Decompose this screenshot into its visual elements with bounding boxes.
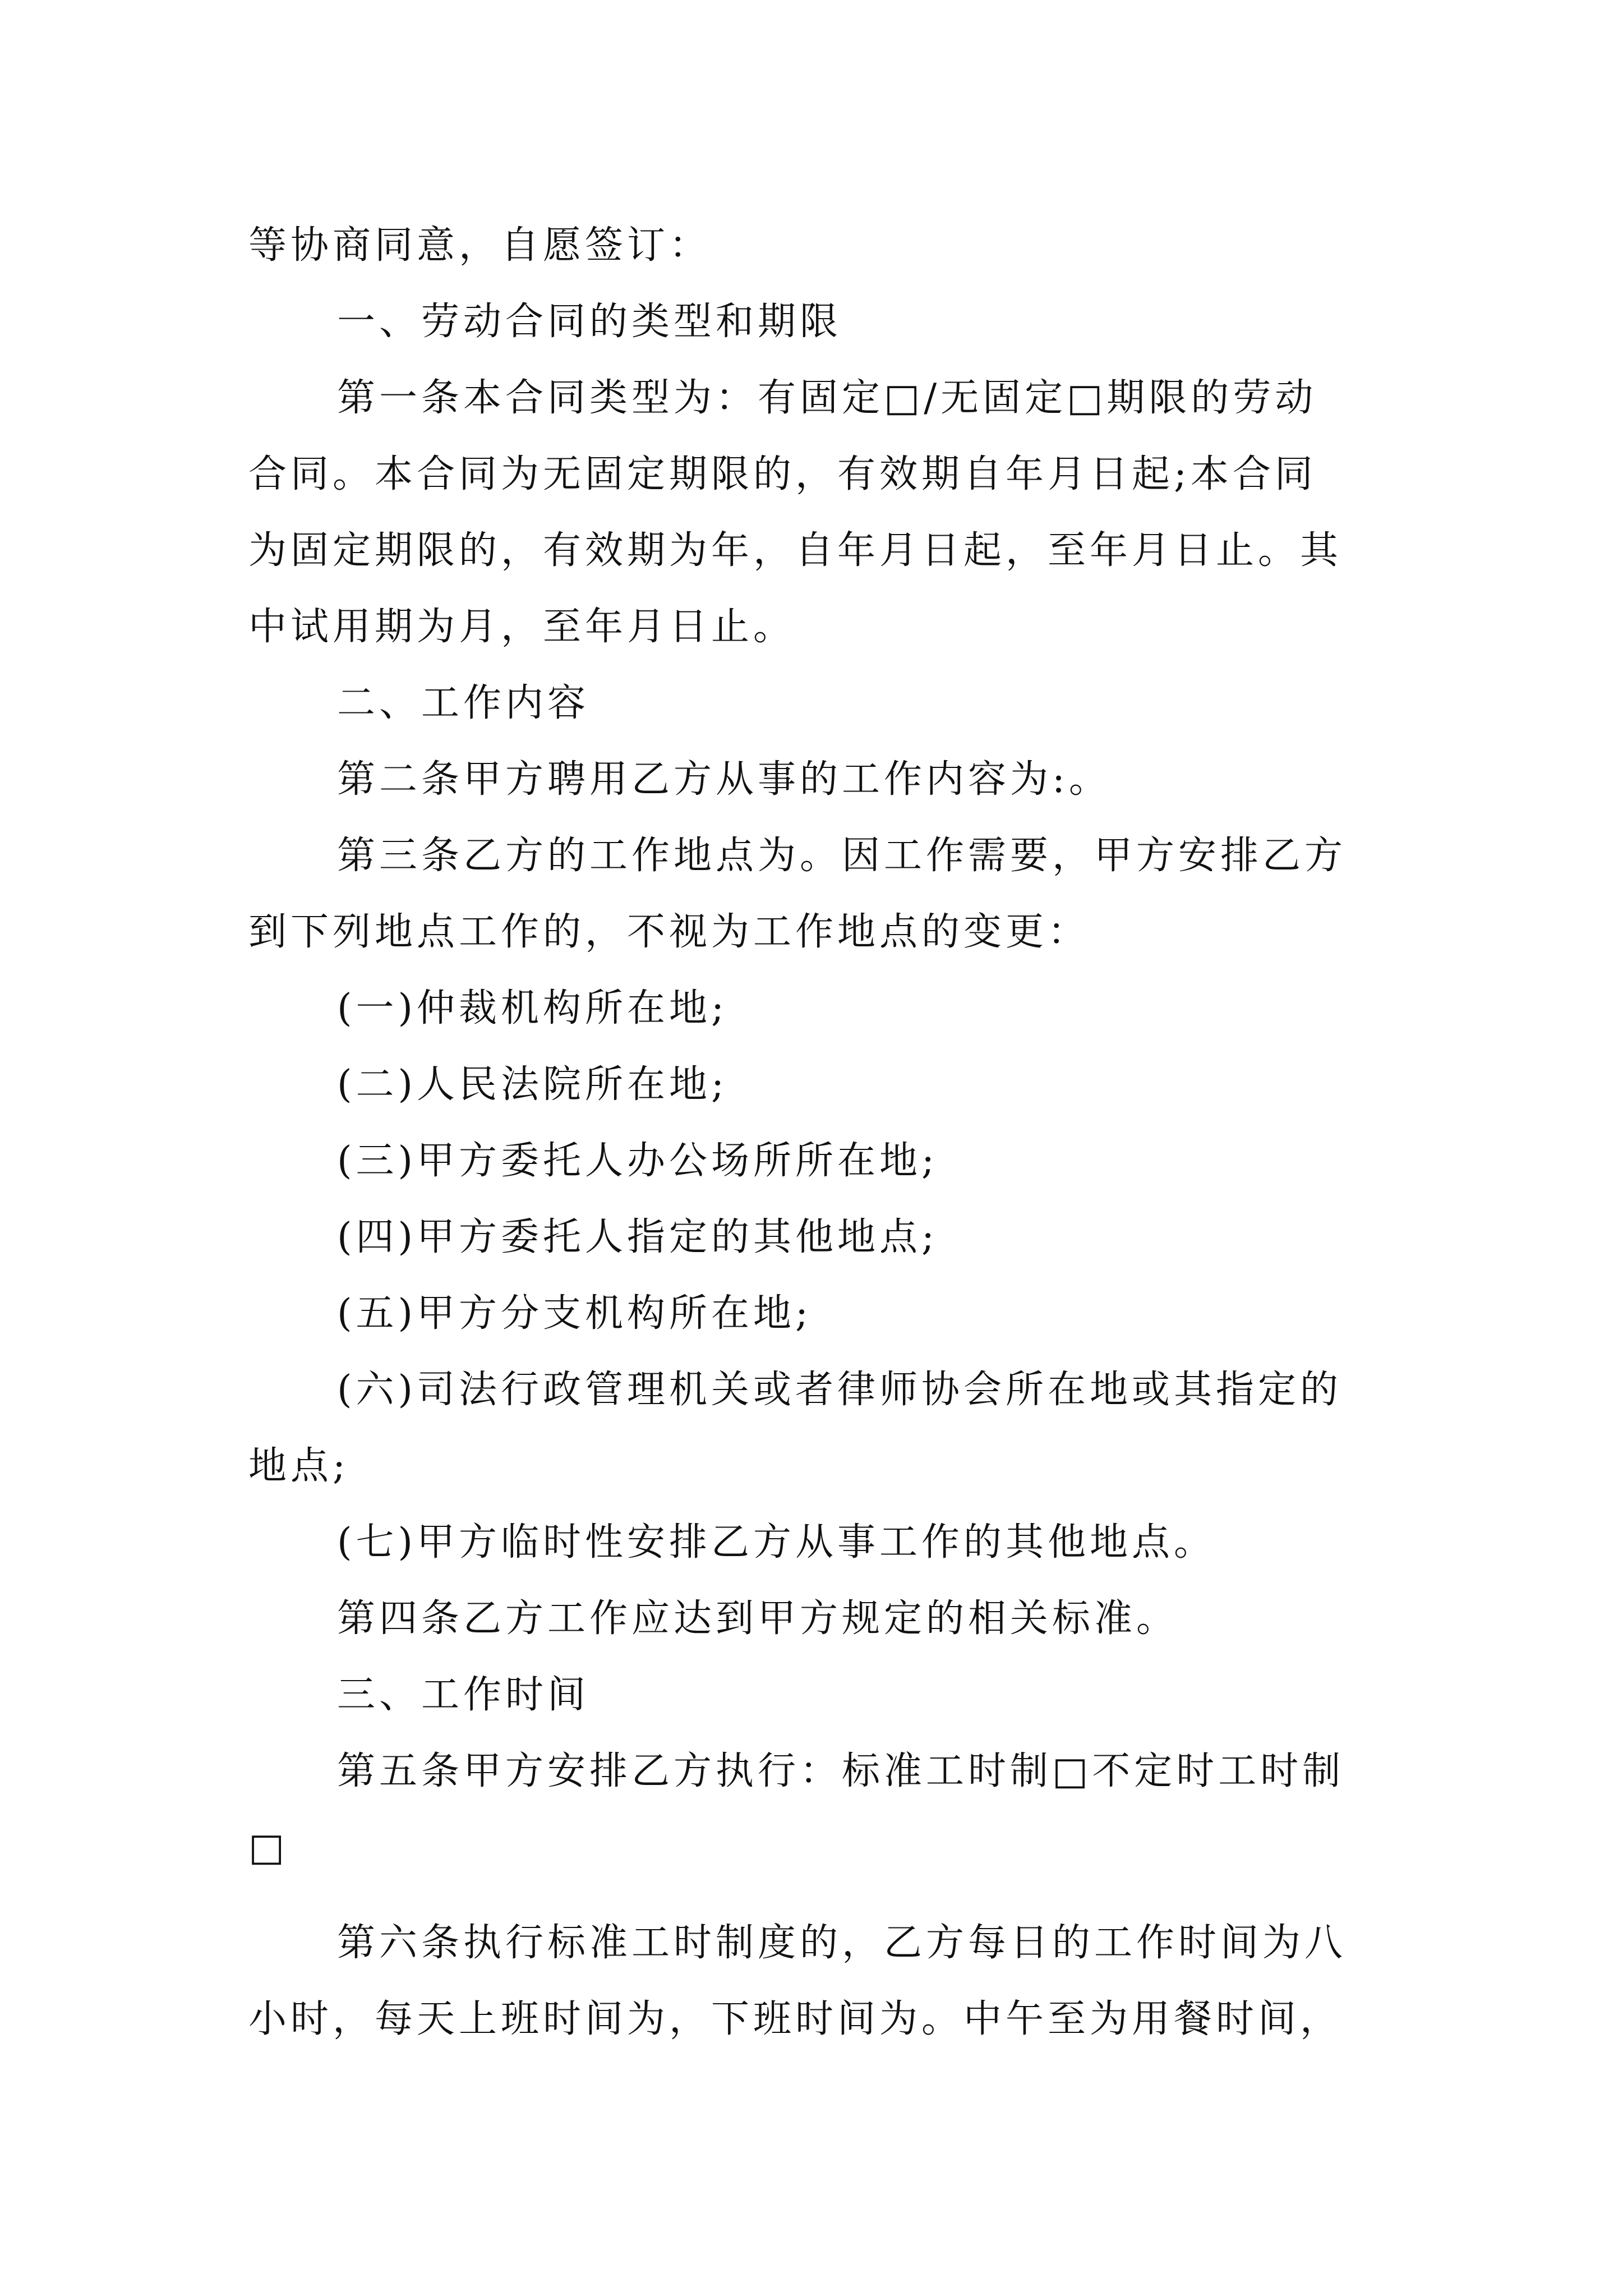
list-item: (三)甲方委托人办公场所所在地;	[337, 1139, 938, 1183]
text-line: 第五条甲方安排乙方执行：标准工时制□不定时工时制	[337, 1749, 1345, 1793]
text-line: 第六条执行标准工时制度的，乙方每日的工作时间为八	[337, 1921, 1347, 1965]
text-line: 中试用期为月，至年月日止。	[248, 605, 796, 649]
text-line: 小时，每天上班时间为，下班时间为。中午至为用餐时间，	[248, 1997, 1343, 2041]
text-line: 第四条乙方工作应达到甲方规定的相关标准。	[337, 1596, 1179, 1641]
list-item: (一)仲裁机构所在地;	[337, 986, 728, 1030]
list-item: (七)甲方临时性安排乙方从事工作的其他地点。	[337, 1520, 1216, 1565]
list-item: (四)甲方委托人指定的其他地点;	[337, 1215, 938, 1259]
text-line: 等协商同意，自愿签订：	[248, 223, 712, 268]
list-item: (五)甲方分支机构所在地;	[337, 1291, 812, 1336]
text-line: □	[248, 1825, 289, 1870]
contract-text	[248, 208, 1393, 2058]
paragraph-gap	[248, 1886, 1393, 1905]
text-line: 为固定期限的，有效期为年，自年月日起，至年月日止。其	[248, 528, 1343, 573]
text-line: 第二条甲方聘用乙方从事的工作内容为:。	[337, 757, 1111, 802]
section-heading: 一、劳动合同的类型和期限	[337, 300, 842, 344]
section-heading: 三、工作时间	[337, 1673, 590, 1717]
text-line: 地点;	[248, 1444, 349, 1488]
section-heading: 二、工作内容	[337, 681, 590, 725]
text-line: 到下列地点工作的，不视为工作地点的变更：	[248, 910, 1090, 954]
text-line: 合同。本合同为无固定期限的，有效期自年月日起;本合同	[248, 452, 1317, 496]
list-item: (二)人民法院所在地;	[337, 1062, 728, 1107]
text-line: 第三条乙方的工作地点为。因工作需要，甲方安排乙方	[337, 834, 1347, 878]
text-line: 第一条本合同类型为：有固定□/无固定□期限的劳动	[337, 376, 1317, 420]
list-item: (六)司法行政管理机关或者律师协会所在地或其指定的	[337, 1368, 1343, 1412]
